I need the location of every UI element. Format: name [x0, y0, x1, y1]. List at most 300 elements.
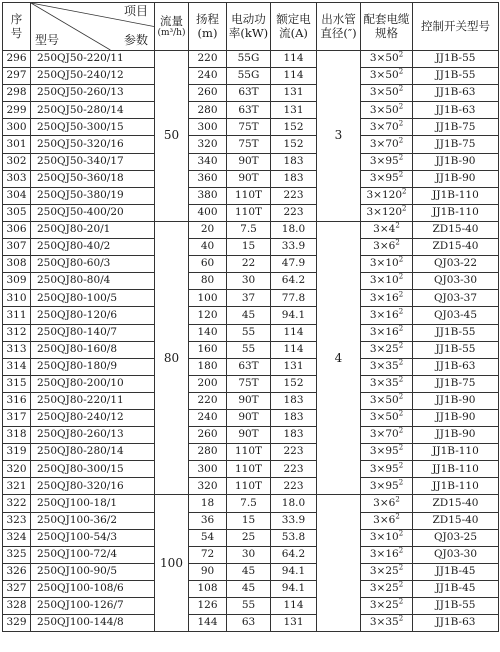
squared-mark: 2: [395, 238, 400, 247]
power-cell: 110T: [227, 461, 271, 478]
head-cell: 180: [189, 358, 227, 375]
current-cell: 33.9: [271, 512, 317, 529]
row-number: 326: [3, 563, 31, 580]
cable-value: 3×50: [369, 69, 399, 82]
squared-mark: 2: [398, 119, 404, 128]
current-cell: 94.1: [271, 307, 317, 324]
current-cell: 47.9: [271, 256, 317, 273]
current-cell: 53.8: [271, 529, 317, 546]
squared-mark: 2: [395, 495, 400, 504]
power-cell: 63: [227, 615, 271, 632]
table-row: [3, 392, 499, 409]
model-cell: 250QJ50-280/14: [31, 102, 155, 119]
cable-value: 3×25: [369, 565, 399, 578]
switch-cell: JJ1B-45: [413, 563, 499, 580]
cable-cell: [361, 546, 413, 563]
cable-value: 3×95: [369, 479, 399, 492]
cable-cell: [361, 221, 413, 238]
row-number: 317: [3, 409, 31, 426]
head-cell: 54: [189, 529, 227, 546]
table-row: [3, 512, 499, 529]
power-cell: 110T: [227, 478, 271, 495]
head-cell: 240: [189, 409, 227, 426]
cable-value: 3×70: [369, 137, 399, 150]
cable-cell: [361, 187, 413, 204]
switch-cell: JJ1B-90: [413, 409, 499, 426]
table-row: [3, 563, 499, 580]
index-header: 序 号: [3, 3, 31, 51]
head-cell: 300: [189, 461, 227, 478]
model-label: 型号: [35, 33, 60, 48]
switch-cell: JJ1B-55: [413, 341, 499, 358]
cable-header: 配套电缆规格: [361, 3, 413, 51]
power-cell: 75T: [227, 119, 271, 136]
model-cell: 250QJ80-300/15: [31, 461, 155, 478]
cable-value: 3×10: [369, 530, 399, 543]
current-header: 额定电流(A): [271, 3, 317, 51]
cable-value: 3×16: [369, 325, 399, 338]
cable-cell: [361, 615, 413, 632]
table-row: [3, 307, 499, 324]
head-cell: 240: [189, 68, 227, 85]
table-row: [3, 461, 499, 478]
cable-value: 3×16: [369, 308, 399, 321]
flow-header: 流量 (m³/h): [155, 3, 189, 51]
row-number: 311: [3, 307, 31, 324]
squared-mark: 2: [398, 272, 404, 281]
squared-mark: 2: [398, 170, 404, 179]
cable-value: 3×120: [366, 206, 403, 219]
head-cell: 220: [189, 392, 227, 409]
cable-cell: [361, 136, 413, 153]
current-cell: 33.9: [271, 239, 317, 256]
squared-mark: 2: [398, 392, 404, 401]
squared-mark: 2: [398, 324, 404, 333]
head-cell: 360: [189, 170, 227, 187]
head-cell: 400: [189, 204, 227, 221]
current-cell: 94.1: [271, 563, 317, 580]
head-cell: 140: [189, 324, 227, 341]
power-cell: 90T: [227, 409, 271, 426]
cable-value: 3×120: [366, 189, 403, 202]
cable-cell: [361, 512, 413, 529]
table-row: [3, 170, 499, 187]
switch-cell: JJ1B-90: [413, 392, 499, 409]
squared-mark: 2: [398, 255, 404, 264]
squared-mark: 2: [398, 290, 404, 299]
model-cell: 250QJ50-220/11: [31, 51, 155, 68]
current-cell: 114: [271, 68, 317, 85]
current-cell: 223: [271, 444, 317, 461]
row-number: 312: [3, 324, 31, 341]
outlet-header: 出水管直径(″): [317, 3, 361, 51]
current-cell: 131: [271, 102, 317, 119]
model-cell: 250QJ80-160/8: [31, 341, 155, 358]
model-cell: 250QJ80-80/4: [31, 273, 155, 290]
squared-mark: 2: [398, 580, 404, 589]
power-cell: 37: [227, 290, 271, 307]
current-cell: 131: [271, 85, 317, 102]
head-cell: 160: [189, 341, 227, 358]
switch-cell: JJ1B-75: [413, 375, 499, 392]
model-cell: 250QJ80-140/7: [31, 324, 155, 341]
cable-cell: [361, 256, 413, 273]
squared-mark: 2: [398, 409, 404, 418]
row-number: 320: [3, 461, 31, 478]
model-cell: 250QJ80-200/10: [31, 375, 155, 392]
switch-cell: QJ03-45: [413, 307, 499, 324]
cable-cell: [361, 341, 413, 358]
cable-value: 3×50: [369, 411, 399, 424]
squared-mark: 2: [398, 358, 404, 367]
head-header: 扬程 (m): [189, 3, 227, 51]
head-cell: 220: [189, 51, 227, 68]
row-number: 315: [3, 375, 31, 392]
model-cell: 250QJ80-280/14: [31, 444, 155, 461]
current-cell: 183: [271, 392, 317, 409]
current-cell: 114: [271, 341, 317, 358]
squared-mark: 2: [398, 153, 404, 162]
power-cell: 90T: [227, 427, 271, 444]
cable-value: 3×95: [369, 445, 399, 458]
power-cell: 110T: [227, 187, 271, 204]
row-number: 309: [3, 273, 31, 290]
cable-cell: [361, 68, 413, 85]
current-cell: 114: [271, 598, 317, 615]
table-row: [3, 341, 499, 358]
cable-value: 3×25: [369, 582, 399, 595]
squared-mark: 2: [398, 461, 404, 470]
cable-cell: [361, 392, 413, 409]
table-row: [3, 546, 499, 563]
row-number: 310: [3, 290, 31, 307]
row-number: 324: [3, 529, 31, 546]
model-cell: 250QJ80-120/6: [31, 307, 155, 324]
flow-cell: 100: [155, 495, 189, 632]
switch-cell: JJ1B-55: [413, 51, 499, 68]
squared-mark: 2: [395, 512, 400, 521]
head-cell: 80: [189, 273, 227, 290]
current-cell: 114: [271, 51, 317, 68]
squared-mark: 2: [398, 478, 404, 487]
current-cell: 223: [271, 461, 317, 478]
row-number: 316: [3, 392, 31, 409]
cable-value: 3×95: [369, 171, 399, 184]
cable-value: 3×10: [369, 257, 399, 270]
current-cell: 223: [271, 204, 317, 221]
current-cell: 131: [271, 358, 317, 375]
current-cell: 64.2: [271, 273, 317, 290]
head-cell: 20: [189, 221, 227, 238]
table-row: [3, 256, 499, 273]
squared-mark: 2: [398, 307, 404, 316]
head-cell: 72: [189, 546, 227, 563]
pump-spec-table: [2, 2, 499, 632]
switch-cell: JJ1B-55: [413, 324, 499, 341]
squared-mark: 2: [398, 529, 404, 538]
cable-value: 3×50: [369, 52, 399, 65]
current-cell: 223: [271, 187, 317, 204]
table-row: [3, 580, 499, 597]
cable-cell: [361, 204, 413, 221]
switch-cell: JJ1B-63: [413, 358, 499, 375]
power-cell: 90T: [227, 392, 271, 409]
table-row: [3, 615, 499, 632]
cable-value: 3×70: [369, 428, 399, 441]
cable-cell: [361, 375, 413, 392]
table-row: [3, 495, 499, 512]
param-label: 参数: [123, 33, 148, 48]
row-number: 298: [3, 85, 31, 102]
cable-cell: [361, 290, 413, 307]
current-cell: 223: [271, 478, 317, 495]
table-row: [3, 153, 499, 170]
model-cell: 250QJ50-320/16: [31, 136, 155, 153]
head-cell: 280: [189, 444, 227, 461]
power-cell: 55G: [227, 51, 271, 68]
model-cell: 250QJ100-90/5: [31, 563, 155, 580]
outlet-cell: 3: [317, 51, 361, 222]
table-row: [3, 529, 499, 546]
power-cell: 110T: [227, 444, 271, 461]
row-number: 321: [3, 478, 31, 495]
outlet-cell: 4: [317, 221, 361, 495]
row-number: 301: [3, 136, 31, 153]
cable-value: 3×50: [369, 103, 399, 116]
switch-cell: JJ1B-55: [413, 598, 499, 615]
table-row: [3, 375, 499, 392]
head-cell: 260: [189, 85, 227, 102]
model-cell: 250QJ80-180/9: [31, 358, 155, 375]
table-row: [3, 221, 499, 238]
row-number: 327: [3, 580, 31, 597]
cable-value: 3×16: [369, 291, 399, 304]
cable-value: 3×50: [369, 394, 399, 407]
head-cell: 120: [189, 307, 227, 324]
model-cell: 250QJ50-300/15: [31, 119, 155, 136]
cable-value: 3×70: [369, 120, 399, 133]
head-cell: 90: [189, 563, 227, 580]
head-cell: 60: [189, 256, 227, 273]
power-cell: 30: [227, 273, 271, 290]
cable-cell: [361, 239, 413, 256]
switch-cell: QJ03-37: [413, 290, 499, 307]
squared-mark: 2: [398, 102, 404, 111]
table-row: [3, 598, 499, 615]
model-cell: 250QJ100-126/7: [31, 598, 155, 615]
switch-cell: QJ03-30: [413, 546, 499, 563]
table-row: [3, 273, 499, 290]
cable-value: 3×35: [369, 359, 399, 372]
current-cell: 131: [271, 615, 317, 632]
table-row: [3, 119, 499, 136]
squared-mark: 2: [398, 597, 404, 606]
switch-cell: JJ1B-90: [413, 170, 499, 187]
table-row: [3, 102, 499, 119]
switch-cell: QJ03-30: [413, 273, 499, 290]
squared-mark: 2: [398, 614, 404, 623]
switch-header: 控制开关型号: [413, 3, 499, 51]
model-cell: 250QJ50-260/13: [31, 85, 155, 102]
row-number: 296: [3, 51, 31, 68]
power-cell: 45: [227, 580, 271, 597]
head-cell: 300: [189, 119, 227, 136]
switch-cell: JJ1B-90: [413, 153, 499, 170]
cable-cell: [361, 358, 413, 375]
cable-value: 3×25: [369, 342, 399, 355]
current-cell: 183: [271, 153, 317, 170]
squared-mark: 2: [398, 426, 404, 435]
model-cell: 250QJ80-260/13: [31, 427, 155, 444]
head-cell: 108: [189, 580, 227, 597]
model-cell: 250QJ80-20/1: [31, 221, 155, 238]
power-cell: 22: [227, 256, 271, 273]
row-number: 302: [3, 153, 31, 170]
cable-cell: [361, 495, 413, 512]
cable-cell: [361, 427, 413, 444]
squared-mark: 2: [398, 443, 404, 452]
row-number: 305: [3, 204, 31, 221]
power-cell: 15: [227, 512, 271, 529]
power-cell: 7.5: [227, 221, 271, 238]
power-header: 电动功率(kW): [227, 3, 271, 51]
switch-cell: JJ1B-45: [413, 580, 499, 597]
cable-cell: [361, 170, 413, 187]
row-number: 328: [3, 598, 31, 615]
power-cell: 45: [227, 307, 271, 324]
model-cell: 250QJ50-400/20: [31, 204, 155, 221]
table-body: [3, 51, 499, 632]
switch-cell: JJ1B-75: [413, 119, 499, 136]
switch-cell: ZD15-40: [413, 495, 499, 512]
head-cell: 340: [189, 153, 227, 170]
head-cell: 320: [189, 136, 227, 153]
switch-cell: JJ1B-110: [413, 461, 499, 478]
switch-cell: JJ1B-55: [413, 68, 499, 85]
current-cell: 77.8: [271, 290, 317, 307]
cable-cell: [361, 444, 413, 461]
current-cell: 18.0: [271, 221, 317, 238]
current-cell: 183: [271, 170, 317, 187]
cable-value: 3×35: [369, 377, 399, 390]
model-cell: 250QJ80-320/16: [31, 478, 155, 495]
squared-mark: 2: [398, 375, 404, 384]
power-cell: 55G: [227, 68, 271, 85]
head-cell: 320: [189, 478, 227, 495]
squared-mark: 2: [398, 563, 404, 572]
squared-mark: 2: [398, 67, 404, 76]
model-cell: 250QJ50-360/18: [31, 170, 155, 187]
switch-cell: ZD15-40: [413, 512, 499, 529]
cable-cell: [361, 563, 413, 580]
table-row: [3, 51, 499, 68]
current-cell: 152: [271, 375, 317, 392]
squared-mark: 2: [398, 50, 404, 59]
model-cell: 250QJ100-36/2: [31, 512, 155, 529]
row-number: 304: [3, 187, 31, 204]
switch-cell: JJ1B-63: [413, 615, 499, 632]
cable-cell: [361, 580, 413, 597]
power-cell: 63T: [227, 358, 271, 375]
power-cell: 55: [227, 324, 271, 341]
model-param-header: [31, 3, 155, 51]
current-cell: 183: [271, 409, 317, 426]
current-cell: 18.0: [271, 495, 317, 512]
current-cell: 64.2: [271, 546, 317, 563]
row-number: 307: [3, 239, 31, 256]
power-cell: 90T: [227, 153, 271, 170]
row-number: 319: [3, 444, 31, 461]
head-cell: 100: [189, 290, 227, 307]
power-cell: 45: [227, 563, 271, 580]
head-cell: 18: [189, 495, 227, 512]
switch-cell: JJ1B-90: [413, 427, 499, 444]
power-cell: 25: [227, 529, 271, 546]
power-cell: 55: [227, 598, 271, 615]
current-cell: 114: [271, 324, 317, 341]
cable-value: 3×6: [373, 513, 396, 526]
head-cell: 40: [189, 239, 227, 256]
head-cell: 280: [189, 102, 227, 119]
cable-cell: [361, 529, 413, 546]
cable-cell: [361, 51, 413, 68]
table-row: [3, 187, 499, 204]
cable-cell: [361, 273, 413, 290]
model-cell: 250QJ100-18/1: [31, 495, 155, 512]
power-cell: 63T: [227, 85, 271, 102]
head-cell: 126: [189, 598, 227, 615]
model-cell: 250QJ80-240/12: [31, 409, 155, 426]
switch-cell: QJ03-22: [413, 256, 499, 273]
row-number: 329: [3, 615, 31, 632]
current-cell: 94.1: [271, 580, 317, 597]
switch-cell: JJ1B-110: [413, 204, 499, 221]
table-row: [3, 427, 499, 444]
cable-value: 3×95: [369, 154, 399, 167]
table-row: [3, 85, 499, 102]
model-cell: 250QJ50-380/19: [31, 187, 155, 204]
current-cell: 152: [271, 136, 317, 153]
switch-cell: JJ1B-110: [413, 478, 499, 495]
model-cell: 250QJ80-60/3: [31, 256, 155, 273]
cable-value: 3×10: [369, 274, 399, 287]
table-row: [3, 444, 499, 461]
head-cell: 380: [189, 187, 227, 204]
row-number: 313: [3, 341, 31, 358]
head-cell: 260: [189, 427, 227, 444]
squared-mark: 2: [402, 204, 407, 213]
table-row: [3, 68, 499, 85]
cable-cell: [361, 307, 413, 324]
table-row: [3, 239, 499, 256]
power-cell: 15: [227, 239, 271, 256]
model-cell: 250QJ80-100/5: [31, 290, 155, 307]
power-cell: 75T: [227, 375, 271, 392]
row-number: 306: [3, 221, 31, 238]
flow-cell: 50: [155, 51, 189, 222]
head-cell: 200: [189, 375, 227, 392]
cable-cell: [361, 598, 413, 615]
model-cell: 250QJ100-72/4: [31, 546, 155, 563]
power-cell: 63T: [227, 102, 271, 119]
cable-value: 3×95: [369, 462, 399, 475]
cable-value: 3×25: [369, 599, 399, 612]
table-row: [3, 478, 499, 495]
row-number: 297: [3, 68, 31, 85]
cable-cell: [361, 324, 413, 341]
current-cell: 152: [271, 119, 317, 136]
table-row: [3, 358, 499, 375]
